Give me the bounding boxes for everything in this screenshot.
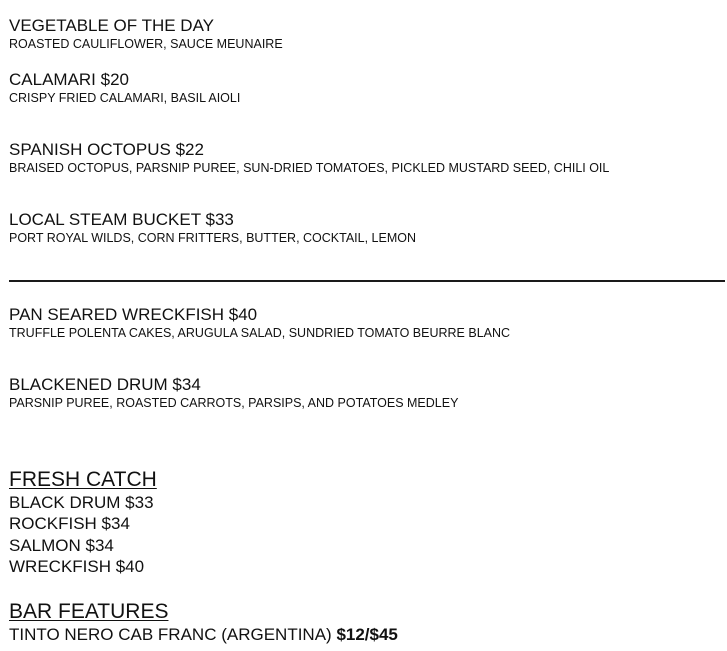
menu-item-calamari <box>9 70 240 106</box>
fresh-catch-list <box>9 492 154 577</box>
fresh-catch-heading: FRESH CATCH <box>9 468 157 491</box>
menu-item-title: VEGETABLE OF THE DAY <box>9 16 214 35</box>
bar-feature-item <box>9 625 398 645</box>
menu-item-vegetable-of-the-day <box>9 16 283 52</box>
bar-feature-name: TINTO NERO CAB FRANC (ARGENTINA) <box>9 625 332 644</box>
menu-item-title: LOCAL STEAM BUCKET $33 <box>9 210 234 229</box>
list-item: WRECKFISH $40 <box>9 556 145 576</box>
menu-item-spanish-octopus <box>9 140 609 176</box>
menu-item-local-steam-bucket <box>9 210 416 246</box>
menu-item-description: BRAISED OCTOPUS, PARSNIP PUREE, SUN-DRIED TOMATOES, PICKLED MUSTARD SEED, CHILI OIL <box>9 161 610 175</box>
menu-item-title: CALAMARI $20 <box>9 70 129 89</box>
menu-item-description: PORT ROYAL WILDS, CORN FRITTERS, BUTTER, COCKTAIL, LEMON <box>9 231 416 245</box>
menu-item-title: PAN SEARED WRECKFISH $40 <box>9 305 258 324</box>
menu-item-description: TRUFFLE POLENTA CAKES, ARUGULA SALAD, SUNDRIED TOMATO BEURRE BLANC <box>9 326 511 340</box>
menu-item-description: CRISPY FRIED CALAMARI, BASIL AIOLI <box>9 91 241 105</box>
menu-item-title: SPANISH OCTOPUS $22 <box>9 140 204 159</box>
menu-item-title: BLACKENED DRUM $34 <box>9 375 201 394</box>
list-item: BLACK DRUM $33 <box>9 493 154 512</box>
bar-features-heading: BAR FEATURES <box>9 600 169 623</box>
section-divider <box>9 280 725 282</box>
bar-feature-price: $12/$45 <box>336 625 398 644</box>
list-item: ROCKFISH $34 <box>9 514 130 534</box>
menu-item-pan-seared-wreckfish <box>9 305 510 341</box>
list-item: SALMON $34 <box>9 535 114 555</box>
menu-item-description: ROASTED CAULIFLOWER, SAUCE MEUNAIRE <box>9 37 283 51</box>
menu-item-description: PARSNIP PUREE, ROASTED CARROTS, PARSIPS, AND POTATOES MEDLEY <box>9 396 459 410</box>
menu-item-blackened-drum <box>9 375 458 411</box>
